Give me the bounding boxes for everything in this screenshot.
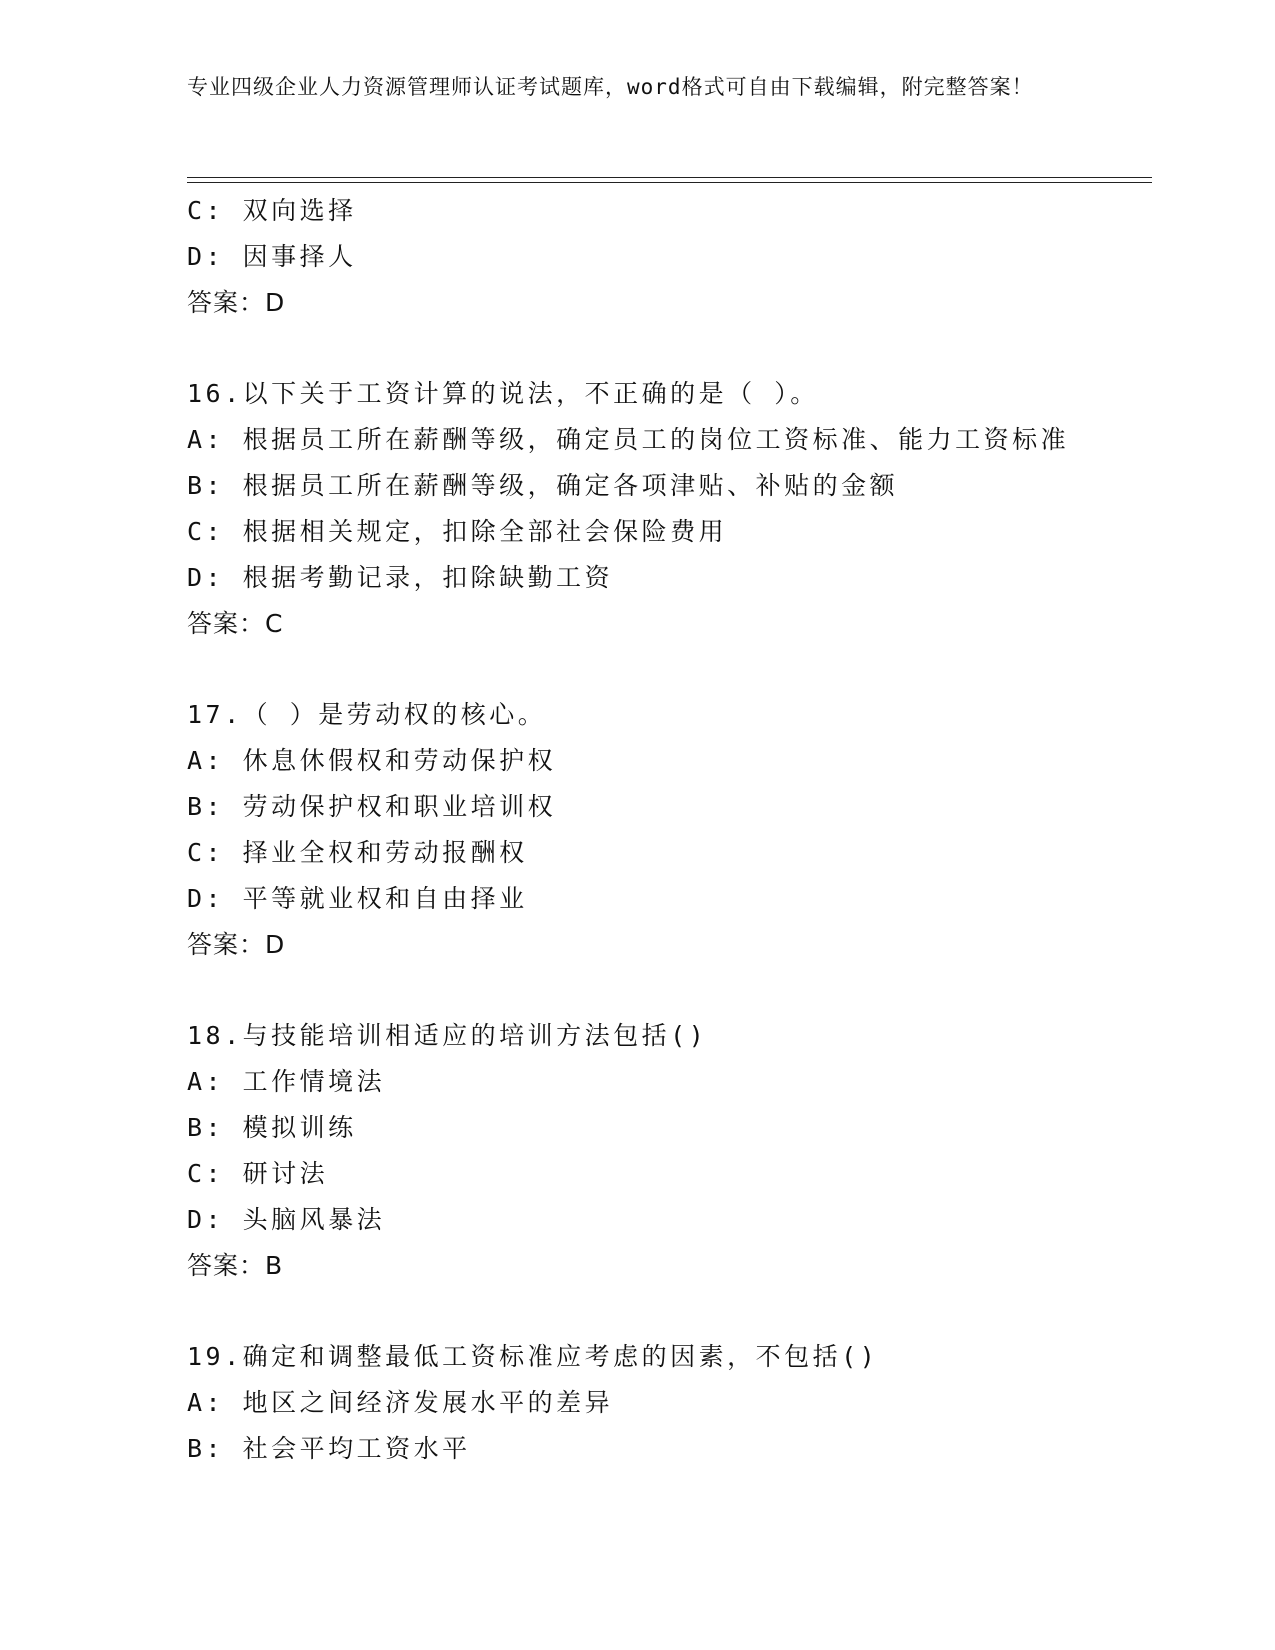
question-stem: 18.与技能培训相适应的培训方法包括() [187,1021,708,1050]
option-d: D: 头脑风暴法 [187,1205,386,1234]
answer: 答案：D [187,930,286,959]
answer: 答案：B [187,1251,284,1280]
option-a: A: 休息休假权和劳动保护权 [187,746,557,775]
option-b: B: 社会平均工资水平 [187,1434,471,1463]
question-stem: 19.确定和调整最低工资标准应考虑的因素，不包括() [187,1342,879,1371]
document-header: 专业四级企业人力资源管理师认证考试题库，word格式可自由下载编辑，附完整答案！ [187,75,1034,99]
answer: 答案：C [187,609,284,638]
question-stem: 16.以下关于工资计算的说法，不正确的是（ ）。 [187,379,819,408]
question-17 [187,692,1152,968]
option-b: B: 劳动保护权和职业培训权 [187,792,557,821]
option-c: C: 双向选择 [187,196,357,225]
option-d: D: 根据考勤记录，扣除缺勤工资 [187,563,614,592]
option-d: D: 因事择人 [187,242,357,271]
option-a: A: 地区之间经济发展水平的差异 [187,1388,614,1417]
question-18 [187,1013,1152,1289]
header-divider-top [187,177,1152,178]
option-a: A: 根据员工所在薪酬等级，确定员工的岗位工资标准、能力工资标准 [187,425,1070,454]
option-c: C: 择业全权和劳动报酬权 [187,838,528,867]
option-a: A: 工作情境法 [187,1067,386,1096]
answer: 答案：D [187,288,286,317]
option-c: C: 根据相关规定，扣除全部社会保险费用 [187,517,728,546]
option-d: D: 平等就业权和自由择业 [187,884,528,913]
option-b: B: 模拟训练 [187,1113,357,1142]
partial-question [187,188,1152,326]
option-c: C: 研讨法 [187,1159,329,1188]
question-16 [187,371,1152,647]
option-b: B: 根据员工所在薪酬等级，确定各项津贴、补贴的金额 [187,471,899,500]
header-divider-bottom [187,182,1152,183]
question-stem: 17.（ ）是劳动权的核心。 [187,700,547,729]
question-19 [187,1334,1152,1472]
exam-content [187,188,1152,1472]
